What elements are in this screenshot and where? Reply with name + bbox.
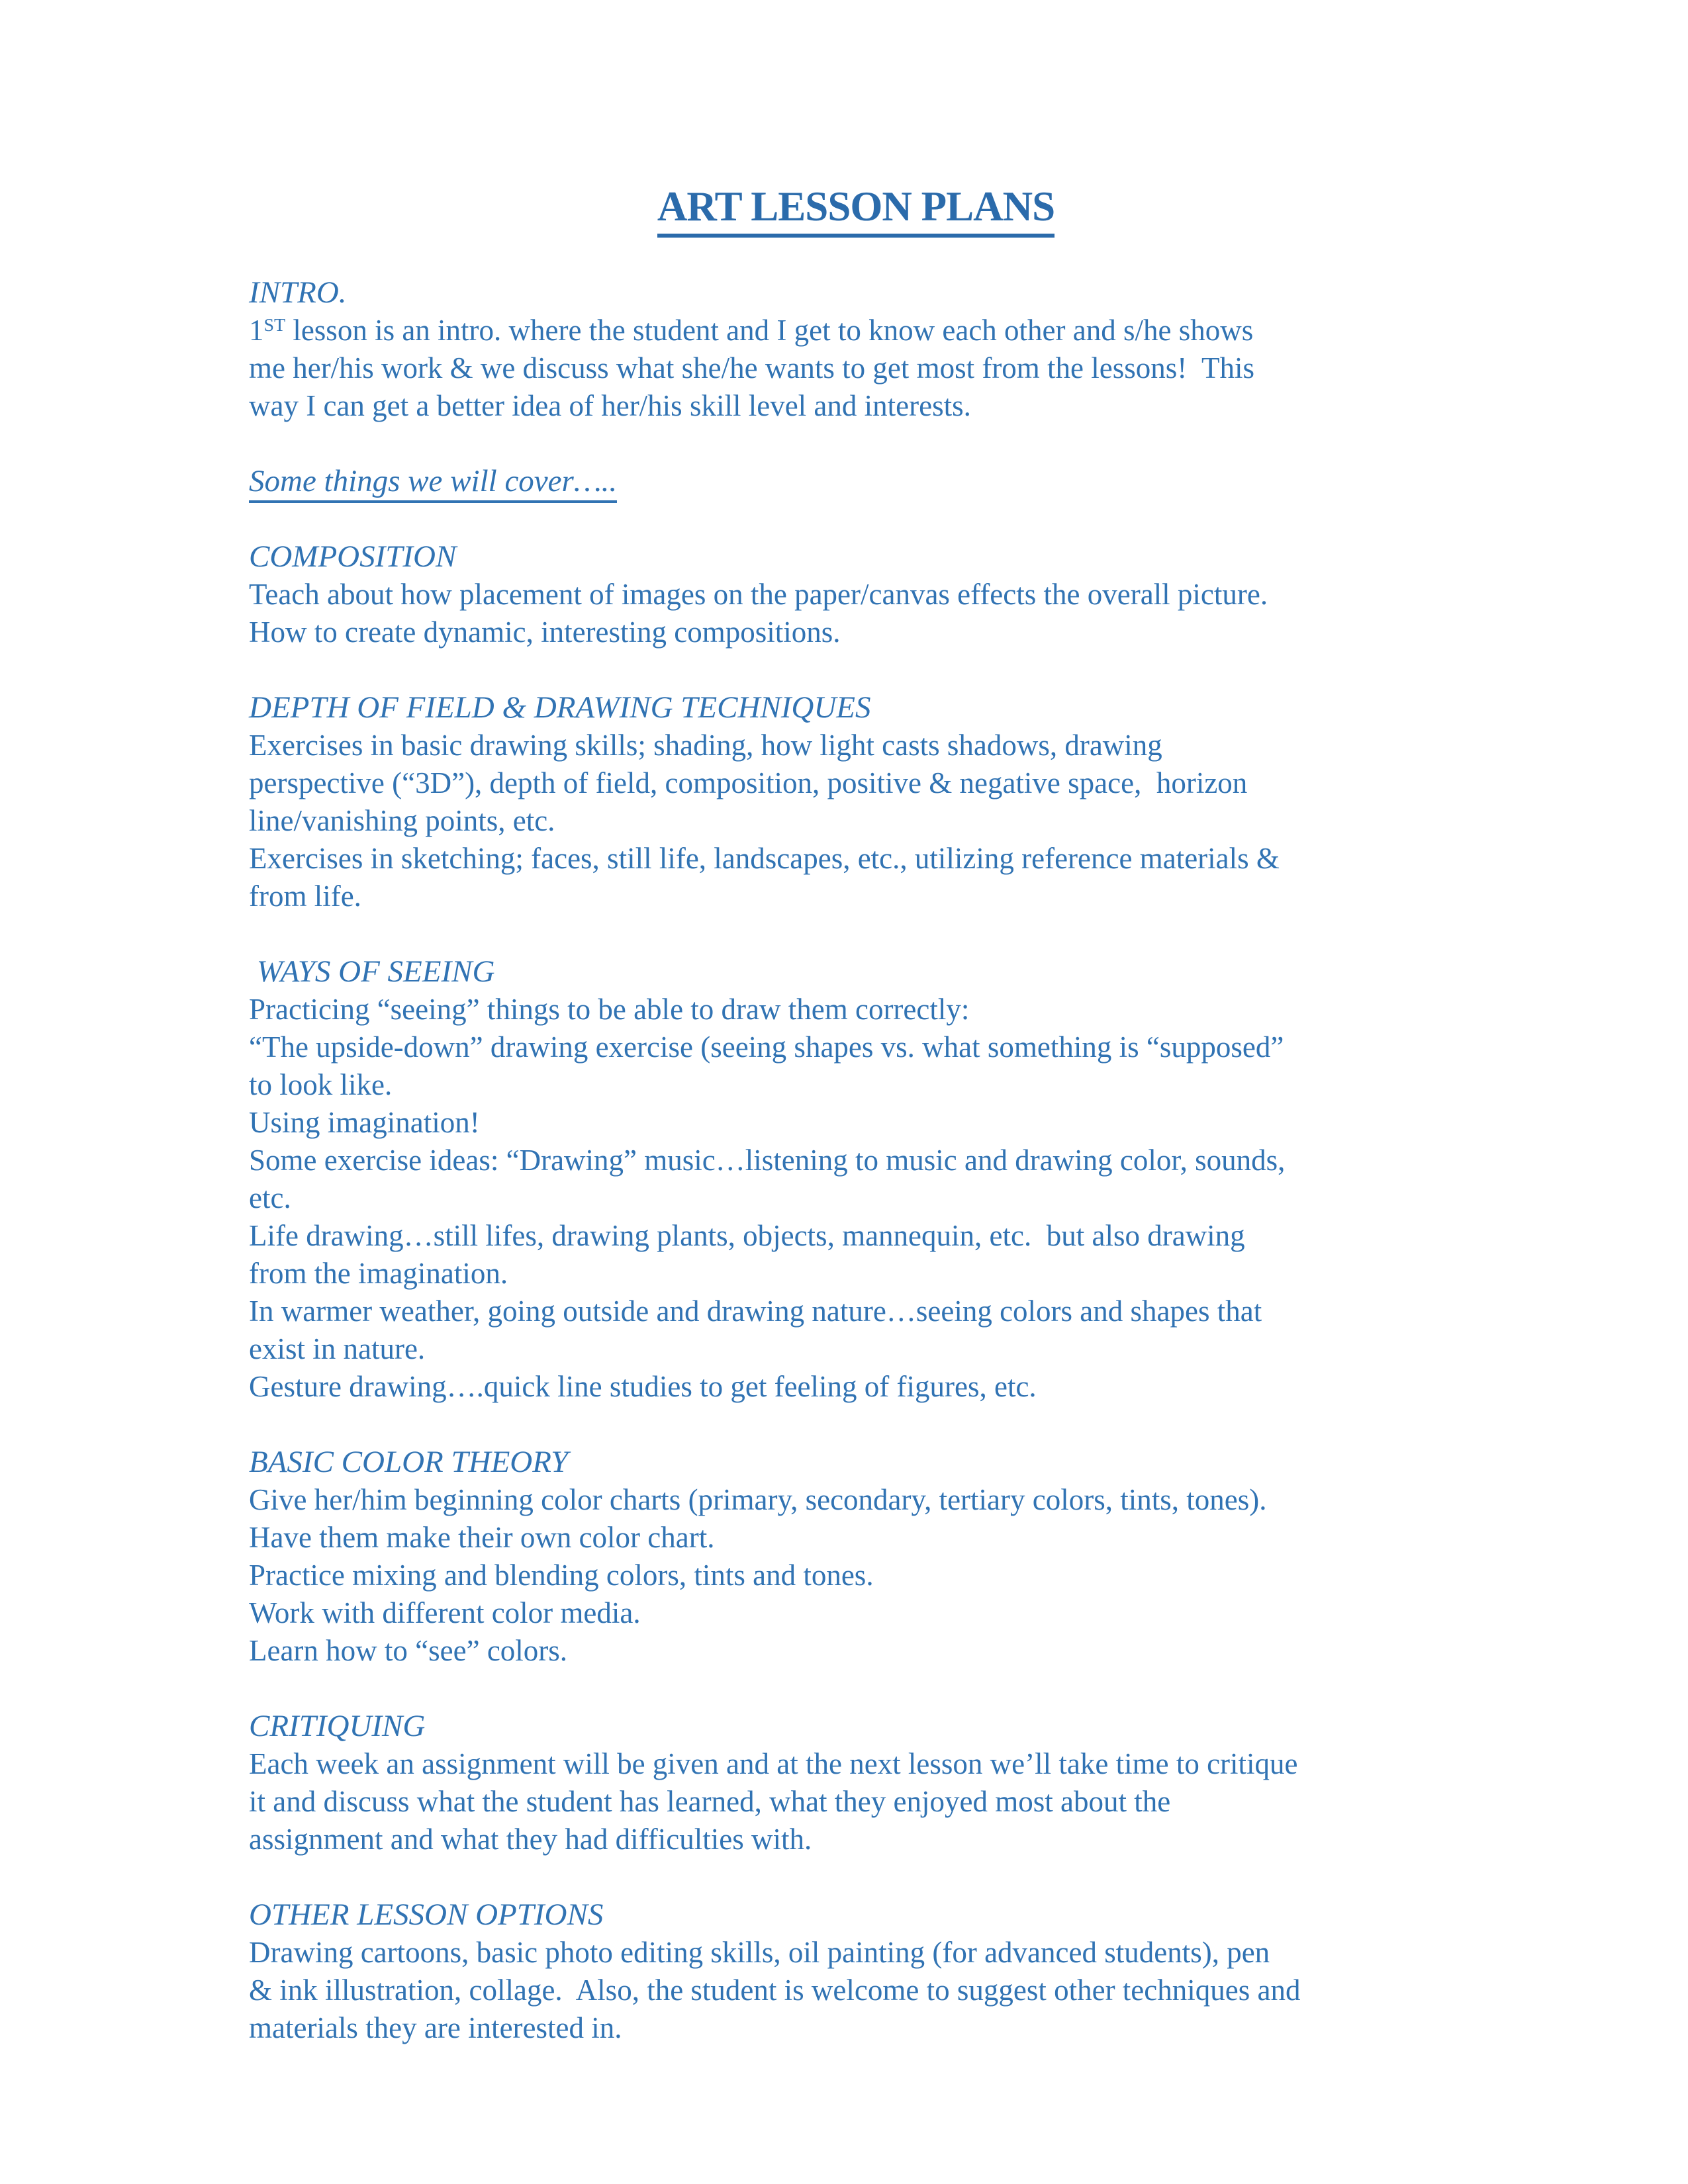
text-line [249, 1293, 1463, 1330]
text-segment: Exercises in basic drawing skills; shading, how light casts shadows, drawing [249, 729, 1162, 762]
text-line [249, 614, 1463, 651]
text-segment: way I can get a better idea of her/his skill level and interests. [249, 389, 971, 422]
section [249, 1707, 1463, 1858]
text-segment: Each week an assignment will be given and at the next lesson we’ll take time to critique [249, 1747, 1298, 1780]
document-body [249, 274, 1463, 2047]
text-segment: Gesture drawing….quick line studies to get feeling of figures, etc. [249, 1370, 1037, 1403]
text-segment: Practice mixing and blending colors, tints and tones. [249, 1559, 874, 1592]
text-line [249, 2009, 1463, 2047]
text-line [249, 1745, 1463, 1783]
text-line [249, 1217, 1463, 1255]
text-segment: line/vanishing points, etc. [249, 804, 555, 837]
text-line [249, 349, 1463, 387]
text-line [249, 1594, 1463, 1632]
text-line [249, 387, 1463, 425]
superscript-text: ST [263, 315, 286, 336]
text-line [249, 1104, 1463, 1142]
text-segment: perspective (“3D”), depth of field, composition, positive & negative space, horizon [249, 766, 1248, 799]
section-heading-text: Some things we will cover….. [249, 464, 617, 503]
text-line [249, 764, 1463, 802]
text-line [249, 1368, 1463, 1406]
text-segment: from life. [249, 880, 361, 913]
text-segment: How to create dynamic, interesting compositions. [249, 615, 841, 649]
section [249, 1443, 1463, 1670]
text-line [249, 1632, 1463, 1670]
text-segment: it and discuss what the student has learned, what they enjoyed most about the [249, 1785, 1171, 1818]
text-segment: “The upside-down” drawing exercise (seeing shapes vs. what something is “supposed” [249, 1030, 1284, 1064]
section-heading: WAYS OF SEEING [249, 954, 495, 989]
text-line [249, 1783, 1463, 1821]
section [249, 274, 1463, 425]
text-segment: assignment and what they had difficulties with. [249, 1823, 812, 1856]
text-segment: Life drawing…still lifes, drawing plants, objects, mannequin, etc. but also drawing [249, 1219, 1245, 1252]
text-line [249, 1330, 1463, 1368]
text-segment: 1 [249, 314, 264, 347]
page-title-text: ART LESSON PLANS [657, 183, 1055, 238]
text-segment: from the imagination. [249, 1257, 508, 1290]
text-segment: Have them make their own color chart. [249, 1521, 715, 1554]
text-segment: Using imagination! [249, 1106, 480, 1139]
text-line [249, 1028, 1463, 1066]
text-segment: & ink illustration, collage. Also, the student is welcome to suggest other techniques and [249, 1974, 1301, 2007]
text-line [249, 727, 1463, 764]
text-line [249, 1972, 1463, 2009]
text-line [249, 1934, 1463, 1972]
text-segment: lesson is an intro. where the student and I get to know each other and s/he shows [285, 314, 1254, 347]
text-segment: exist in nature. [249, 1332, 426, 1365]
text-segment: In warmer weather, going outside and drawing nature…seeing colors and shapes that [249, 1295, 1262, 1328]
text-segment: Give her/him beginning color charts (primary, secondary, tertiary colors, tints, tones). [249, 1483, 1267, 1516]
text-line [249, 1557, 1463, 1594]
text-segment: Drawing cartoons, basic photo editing skills, oil painting (for advanced students), pen [249, 1936, 1270, 1969]
text-line [249, 1821, 1463, 1858]
section-heading: COMPOSITION [249, 539, 457, 574]
section-heading [249, 463, 1463, 500]
text-segment: Practicing “seeing” things to be able to draw them correctly: [249, 993, 970, 1026]
text-line [249, 1481, 1463, 1519]
text-segment: Learn how to “see” colors. [249, 1634, 568, 1667]
section-heading: BASIC COLOR THEORY [249, 1445, 569, 1479]
text-segment: to look like. [249, 1068, 393, 1101]
section [249, 689, 1463, 915]
page-title [249, 180, 1463, 233]
text-segment: etc. [249, 1181, 291, 1214]
text-line [249, 312, 1463, 349]
section [249, 538, 1463, 651]
section [249, 1896, 1463, 2047]
text-line [249, 802, 1463, 840]
text-line [249, 1179, 1463, 1217]
text-line [249, 1066, 1463, 1104]
text-line [249, 1142, 1463, 1179]
section-heading: CRITIQUING [249, 1709, 426, 1743]
section-heading: DEPTH OF FIELD & DRAWING TECHNIQUES [249, 690, 871, 725]
section [249, 463, 1463, 500]
text-segment: me her/his work & we discuss what she/he wants to get most from the lessons! This [249, 351, 1254, 385]
text-line [249, 576, 1463, 614]
section-heading: OTHER LESSON OPTIONS [249, 1897, 604, 1932]
section [249, 953, 1463, 1406]
section-heading: INTRO. [249, 275, 347, 310]
text-segment: Some exercise ideas: “Drawing” music…listening to music and drawing color, sounds, [249, 1144, 1286, 1177]
text-line [249, 1519, 1463, 1557]
text-line [249, 878, 1463, 915]
text-line [249, 1255, 1463, 1293]
text-segment: materials they are interested in. [249, 2011, 622, 2044]
text-segment: Work with different color media. [249, 1596, 641, 1629]
text-segment: Teach about how placement of images on the paper/canvas effects the overall picture. [249, 578, 1268, 611]
text-line [249, 840, 1463, 878]
text-line [249, 991, 1463, 1028]
text-segment: Exercises in sketching; faces, still life, landscapes, etc., utilizing reference materials & [249, 842, 1280, 875]
